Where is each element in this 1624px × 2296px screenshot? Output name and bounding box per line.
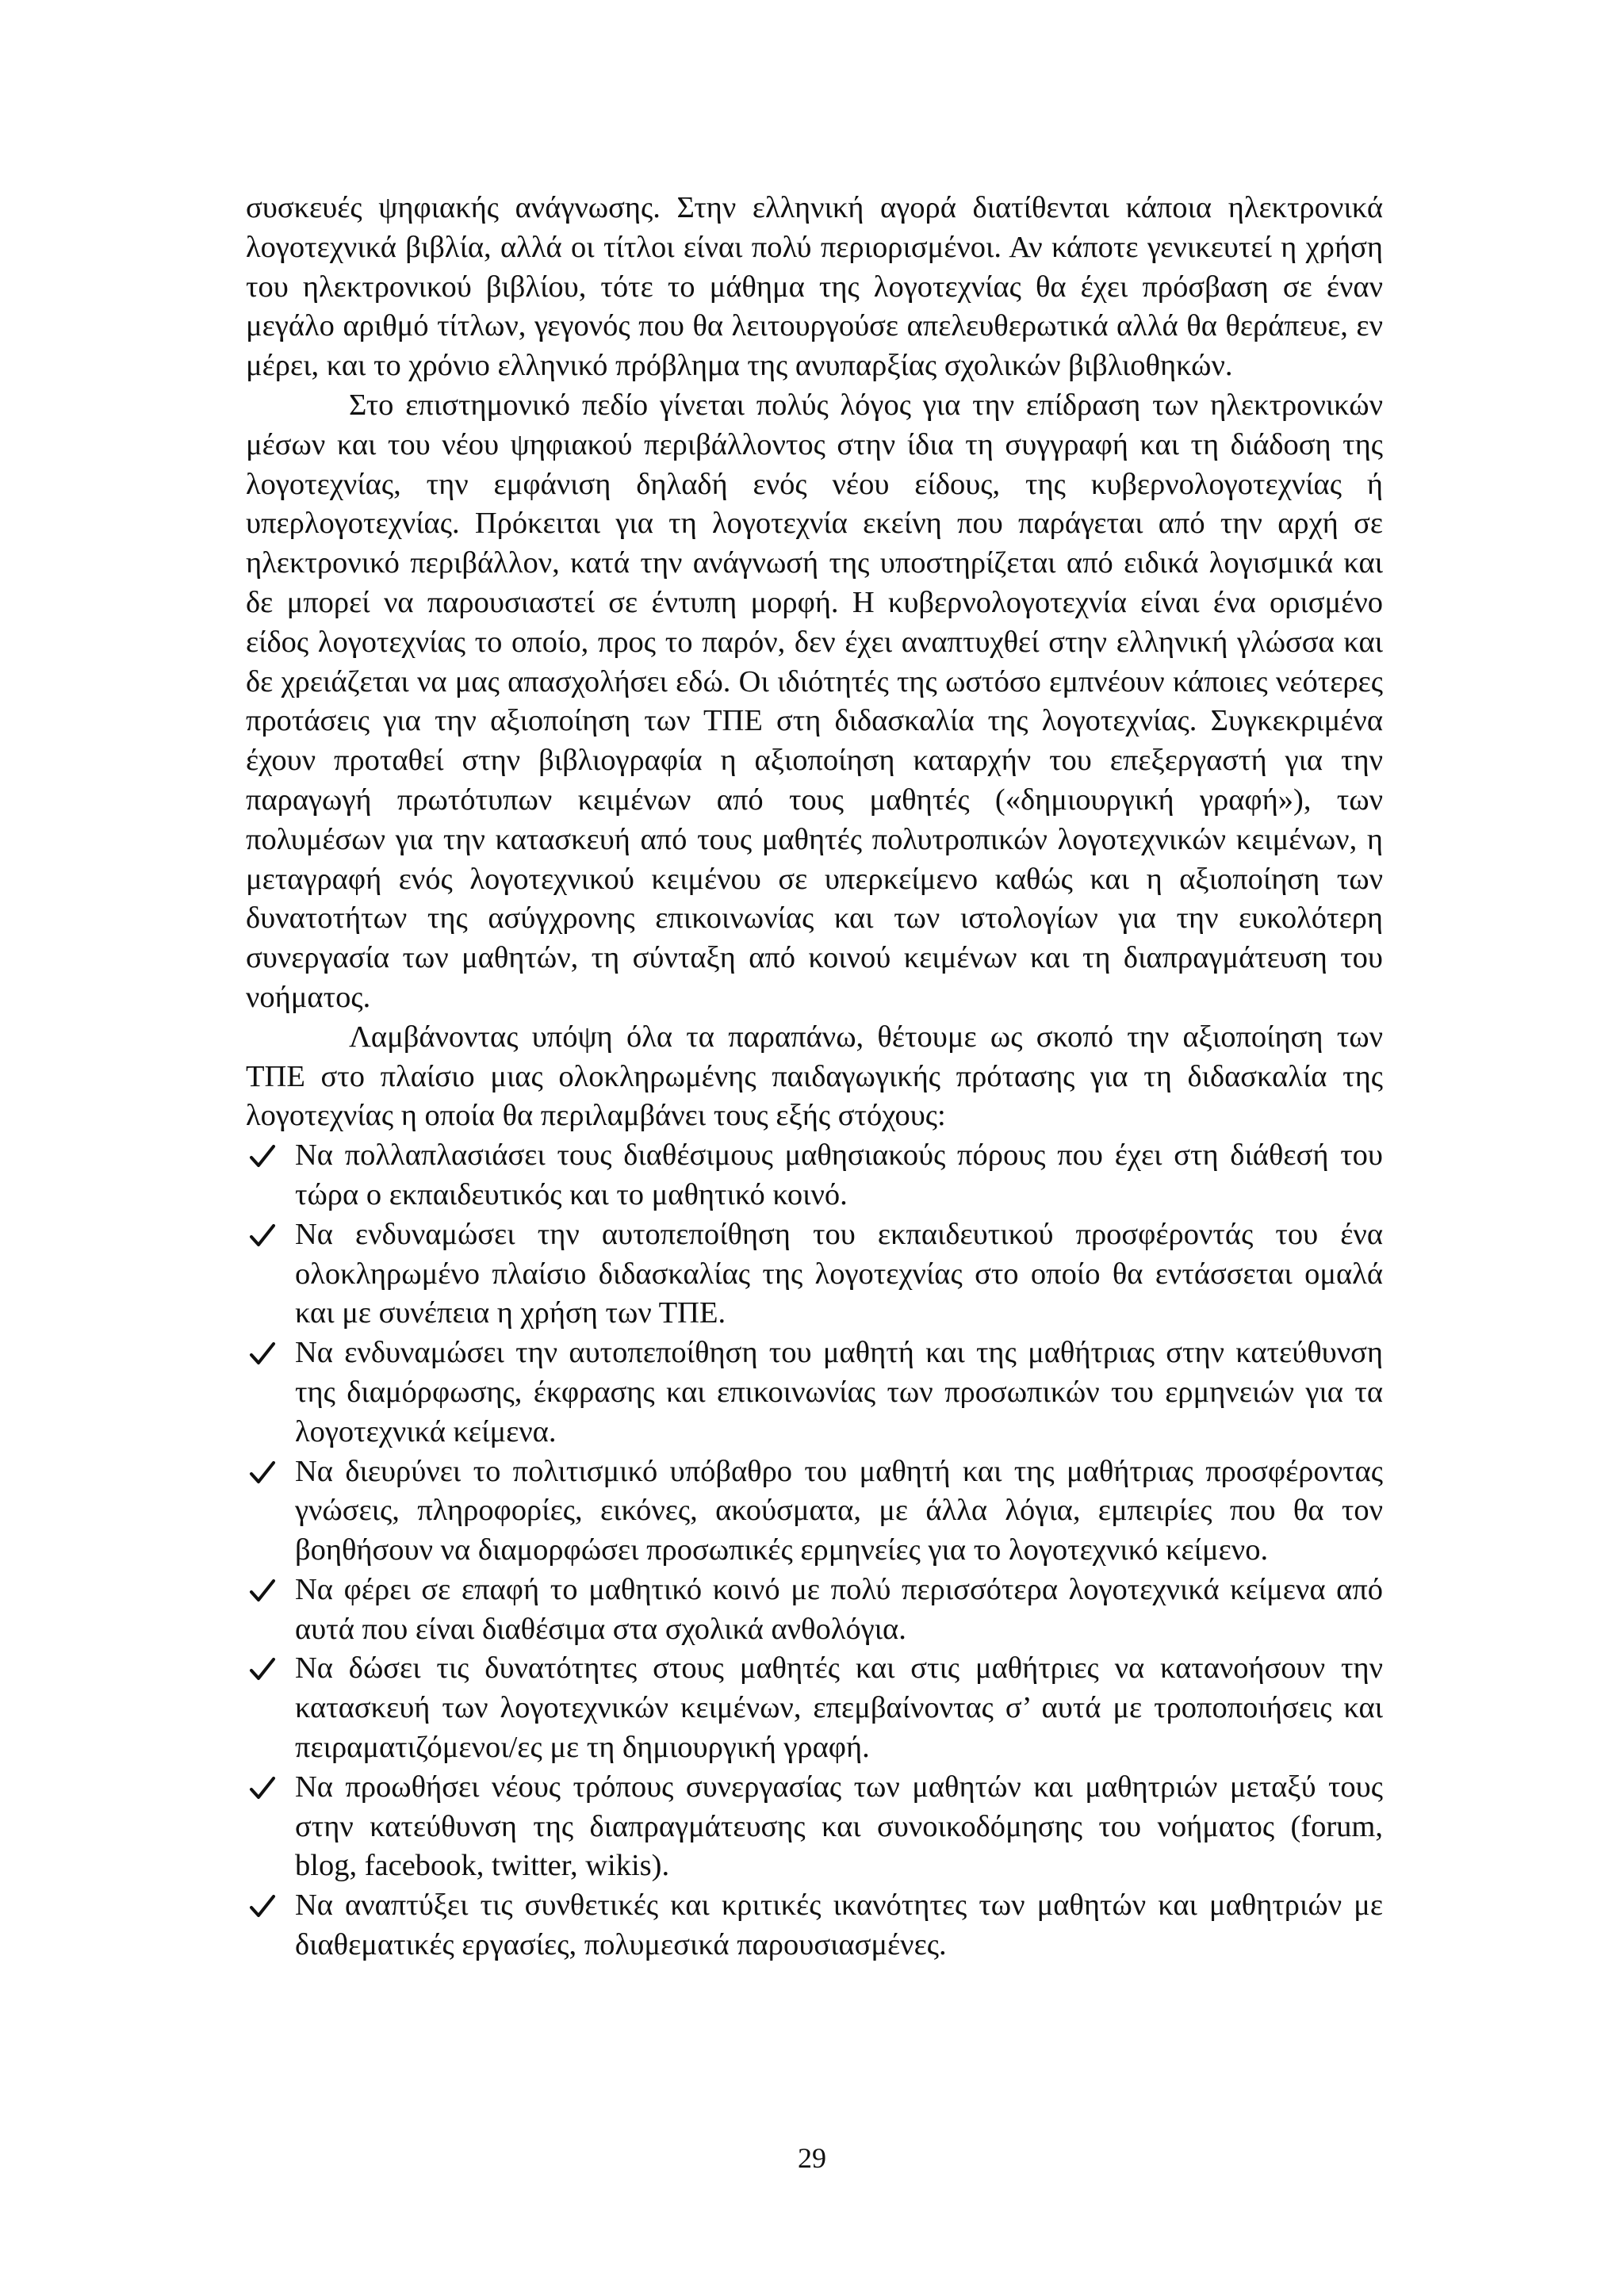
page-number: 29 (798, 2142, 826, 2174)
check-mark-icon (246, 1334, 281, 1373)
page-body (246, 189, 1383, 1965)
check-mark-icon (246, 1452, 281, 1492)
goal-text: Να ενδυναμώσει την αυτοπεποίθηση του μαθητή και της μαθήτριας στην κατεύθυνση της διαμόρφωσης, έκφρασης και επικοινωνίας των προσωπικών του ερμηνειών για τα λογοτεχνικά κείμενα. (295, 1336, 1383, 1448)
list-item (246, 1136, 1383, 1215)
check-mark-icon (246, 1768, 281, 1808)
check-mark-icon (246, 1215, 281, 1255)
list-item (246, 1452, 1383, 1571)
list-item (246, 1215, 1383, 1334)
check-mark-icon (246, 1649, 281, 1689)
goal-text: Να αναπτύξει τις συνθετικές και κριτικές ικανότητες των μαθητών και μαθητριών με διαθεματικές εργασίες, πολυμεσικά παρουσιασμένες. (295, 1888, 1383, 1962)
check-mark-icon (246, 1136, 281, 1176)
paragraph-cyberliterature: Στο επιστημονικό πεδίο γίνεται πολύς λόγος για την επίδραση των ηλεκτρονικών μέσων και του νέου ψηφιακού περιβάλλοντος στην ίδια τη συγγραφή και τη διάδοση της λογοτεχνίας, την εμφάνιση δηλαδή ενός νέου είδους, της κυβερνολογοτεχνίας ή υπερλογοτεχνίας. Πρόκειται για τη λογοτεχνία εκείνη που παράγεται από την αρχή σε ηλεκτρονικό περιβάλλον, κατά την ανάγνωσή της υποστηρίζεται από ειδικά λογισμικά και δε μπορεί να παρουσιαστεί σε έντυπη μορφή. Η κυβερνολογοτεχνία είναι ένα ορισμένο είδος λογοτεχνίας το οποίο, προς το παρόν, δεν έχει αναπτυχθεί στην ελληνική γλώσσα και δε χρειάζεται να μας απασχολήσει εδώ. Οι ιδιότητές της ωστόσο εμπνέουν κάποιες νεότερες προτάσεις για την αξιοποίηση των ΤΠΕ στη διδασκαλία της λογοτεχνίας. Συγκεκριμένα έχουν προταθεί στην βιβλιογραφία η αξιοποίηση καταρχήν του επεξεργαστή για την παραγωγή πρωτότυπων κειμένων από τους μαθητές («δημιουργική γραφή»), των πολυμέσων για την κατασκευή από τους μαθητές πολυτροπικών λογοτεχνικών κειμένων, η μεταγραφή ενός λογοτεχνικού κειμένου σε υπερκείμενο καθώς και η αξιοποίηση των δυνατοτήτων της ασύγχρονης επικοινωνίας και των ιστολογίων για την ευκολότερη συνεργασία των μαθητών, τη σύνταξη από κοινού κειμένων και τη διαπραγμάτευση του νοήματος. (246, 388, 1383, 1014)
goals-list (246, 1136, 1383, 1965)
list-item (246, 1886, 1383, 1965)
goal-text: Να προωθήσει νέους τρόπους συνεργασίας των μαθητών και μαθητριών μεταξύ τους στην κατεύθυνση της διαπραγμάτευσης και συνοικοδόμησης του νοήματος (forum, blog, facebook, twitter, wikis). (295, 1770, 1383, 1883)
goal-text: Να ενδυναμώσει την αυτοπεποίθηση του εκπαιδευτικού προσφέροντάς του ένα ολοκληρωμένο πλαίσιο διδασκαλίας της λογοτεχνίας στο οποίο θα εντάσσεται ομαλά και με συνέπεια η χρήση των ΤΠΕ. (295, 1217, 1383, 1330)
goal-text: Να πολλαπλασιάσει τους διαθέσιμους μαθησιακούς πόρους που έχει στη διάθεσή του τώρα ο εκπαιδευτικός και το μαθητικό κοινό. (295, 1138, 1383, 1211)
list-item (246, 1768, 1383, 1886)
goal-text: Να διευρύνει το πολιτισμικό υπόβαθρο του μαθητή και της μαθήτριας προσφέροντας γνώσεις, πληροφορίες, εικόνες, ακούσματα, με άλλα λόγια, εμπειρίες που θα τον βοηθήσουν να διαμορφώσει προσωπικές ερμηνείες για το λογοτεχνικό κείμενο. (295, 1454, 1383, 1567)
check-mark-icon (246, 1571, 281, 1610)
paragraph-continued: συσκευές ψηφιακής ανάγνωσης. Στην ελληνική αγορά διατίθενται κάποια ηλεκτρονικά λογοτεχνικά βιβλία, αλλά οι τίτλοι είναι πολύ περιορισμένοι. Αν κάποτε γενικευτεί η χρήση του ηλεκτρονικού βιβλίου, τότε το μάθημα της λογοτεχνίας θα έχει πρόσβαση σε έναν μεγάλο αριθμό τίτλων, γεγονός που θα λειτουργούσε απελευθερωτικά αλλά θα θεράπευε, εν μέρει, και το χρόνιο ελληνικό πρόβλημα της ανυπαρξίας σχολικών βιβλιοθηκών. (246, 191, 1383, 383)
paragraph-goals-intro: Λαμβάνοντας υπόψη όλα τα παραπάνω, θέτουμε ως σκοπό την αξιοποίηση των ΤΠΕ στο πλαίσιο μιας ολοκληρωμένης παιδαγωγικής πρότασης για τη διδασκαλία της λογοτεχνίας η οποία θα περιλαμβάνει τους εξής στόχους: (246, 1020, 1383, 1133)
check-mark-icon (246, 1886, 281, 1926)
list-item (246, 1571, 1383, 1650)
list-item (246, 1649, 1383, 1767)
list-item (246, 1334, 1383, 1452)
goal-text: Να δώσει τις δυνατότητες στους μαθητές και στις μαθήτριες να κατανοήσουν την κατασκευή των λογοτεχνικών κειμένων, επεμβαίνοντας σ’ αυτά με τροποποιήσεις και πειραματιζόμενοι/ες με τη δημιουργική γραφή. (295, 1651, 1383, 1765)
goal-text: Να φέρει σε επαφή το μαθητικό κοινό με πολύ περισσότερα λογοτεχνικά κείμενα από αυτά που είναι διαθέσιμα στα σχολικά ανθολόγια. (295, 1572, 1383, 1646)
